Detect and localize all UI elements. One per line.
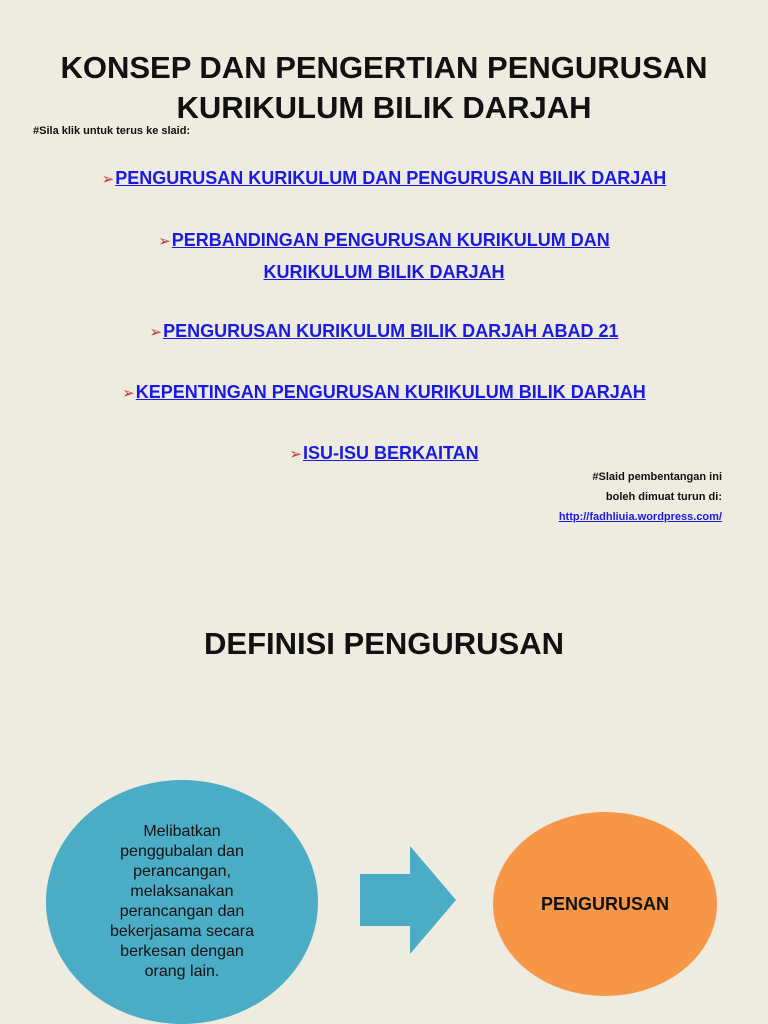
slide-title: [0, 48, 768, 128]
definition-line: perancangan,: [133, 863, 231, 880]
definition-line: penggubalan dan: [120, 843, 244, 860]
link-item-3: [0, 316, 768, 348]
arrow-bullet-icon: ➢: [289, 446, 302, 463]
slide-title-line-1: KONSEP DAN PENGERTIAN PENGURUSAN: [60, 50, 708, 85]
link-perbandingan-line-1[interactable]: PERBANDINGAN PENGURUSAN KURIKULUM DAN: [171, 230, 610, 250]
definition-line: melaksanakan: [130, 883, 234, 900]
download-note-line-1: #Slaid pembentangan ini: [592, 471, 722, 483]
slide-definition: [0, 560, 768, 1024]
definition-line: orang lain.: [144, 963, 220, 980]
definition-title: DEFINISI PENGURUSAN: [204, 626, 564, 661]
link-perbandingan-line-2[interactable]: KURIKULUM BILIK DARJAH: [263, 262, 505, 282]
arrow-bullet-icon: ➢: [101, 171, 115, 188]
instruction-text: #Sila klik untuk terus ke slaid:: [33, 125, 191, 137]
result-label: PENGURUSAN: [540, 893, 669, 914]
link-item-5: [0, 438, 768, 470]
link-pengurusan-kurikulum[interactable]: PENGURUSAN KURIKULUM DAN PENGURUSAN BILIK DARJAH: [115, 168, 667, 188]
arrow-bullet-icon: ➢: [158, 233, 171, 250]
definition-circle: [46, 780, 318, 1024]
definition-line: berkesan dengan: [120, 943, 244, 960]
definition-line: perancangan dan: [119, 903, 245, 920]
definition-line: bekerjasama secara: [109, 923, 255, 940]
download-note-line-2: boleh dimuat turun di:: [605, 491, 722, 503]
link-isu-isu[interactable]: ISU-ISU BERKAITAN: [302, 443, 479, 463]
link-item-2: [0, 225, 768, 287]
link-item-4: [0, 377, 768, 409]
definition-line: Melibatkan: [143, 823, 221, 840]
definition-text: [96, 822, 268, 982]
arrow-bullet-icon: ➢: [122, 385, 135, 402]
download-url-link[interactable]: http://fadhliuia.wordpress.com/: [558, 511, 722, 523]
slide-title-line-2: KURIKULUM BILIK DARJAH: [176, 90, 592, 125]
result-circle: [493, 812, 717, 996]
right-arrow-icon: [360, 846, 456, 954]
link-abad-21[interactable]: PENGURUSAN KURIKULUM BILIK DARJAH ABAD 21: [163, 321, 619, 341]
link-kepentingan[interactable]: KEPENTINGAN PENGURUSAN KURIKULUM BILIK DARJAH: [135, 382, 646, 402]
link-item-1: [0, 163, 768, 195]
arrow-bullet-icon: ➢: [149, 324, 163, 341]
download-note: [559, 467, 722, 527]
